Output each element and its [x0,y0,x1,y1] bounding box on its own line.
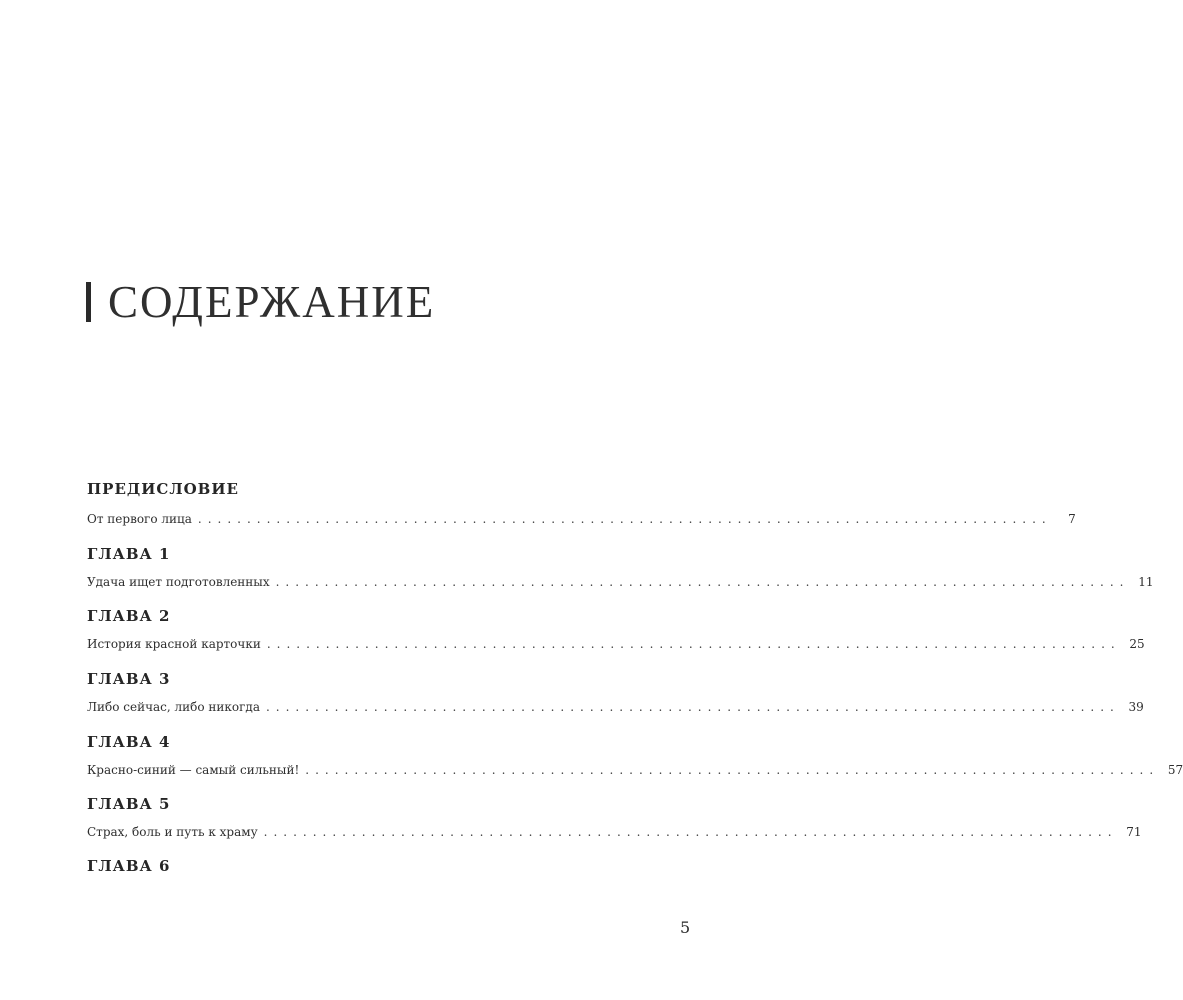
dot-leader: ....................................................................................... [265,700,1120,714]
toc-entry-label: От первого лица [87,512,192,526]
heading-bar [86,282,91,322]
toc-entry-label: Либо сейчас, либо никогда [87,700,260,714]
toc-entry-label: Красно-синий — самый сильный! [87,763,300,777]
toc-entry [87,825,1142,839]
toc-entry [87,700,1144,714]
toc-entry [87,763,1183,777]
toc-section-title: ГЛАВА 4 [87,733,171,751]
toc-heading [86,278,435,326]
dot-leader: ....................................................................................... [305,763,1160,777]
toc-entry-page: 71 [1126,825,1142,839]
toc-entry [87,512,1076,526]
dot-leader: ....................................................................................... [263,825,1118,839]
toc-section-title: ГЛАВА 5 [87,795,171,813]
toc-entry-label: История красной карточки [87,637,261,651]
page-number: 5 [680,918,691,937]
toc-entry-label: Удача ищет подготовленных [87,575,270,589]
page-title: СОДЕРЖАНИЕ [108,277,436,327]
toc-section-title: ГЛАВА 2 [87,607,171,625]
dot-leader: ....................................................................................... [266,637,1121,651]
toc-entry-page: 11 [1138,575,1154,589]
toc-entry [87,637,1145,651]
dot-leader: ....................................................................................... [197,512,1052,526]
toc-entry-page: 39 [1128,700,1144,714]
dot-leader: ....................................................................................... [275,575,1130,589]
toc-section-title: ПРЕДИСЛОВИЕ [87,480,239,498]
toc-section-title: ГЛАВА 3 [87,670,171,688]
toc-entry-label: Страх, боль и путь к храму [87,825,258,839]
toc-section-title: ГЛАВА 1 [87,545,171,563]
toc-section-title: ГЛАВА 6 [87,857,171,875]
toc-entry-page: 25 [1129,637,1145,651]
toc-entry-page: 7 [1068,512,1076,526]
toc-entry [87,575,1154,589]
toc-entry-page: 57 [1167,763,1183,777]
